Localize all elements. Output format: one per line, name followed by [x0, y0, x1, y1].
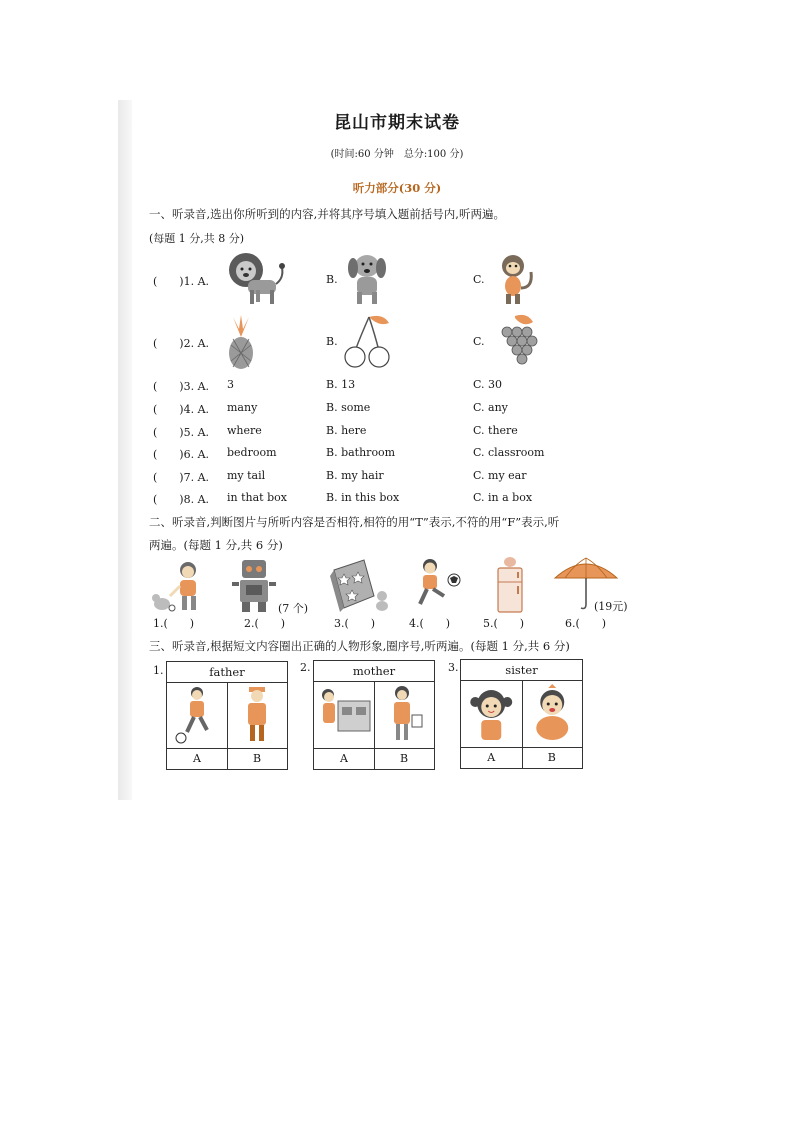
- part1-note: (每题 1 分,共 8 分): [149, 232, 245, 245]
- section-heading: 听力部分(30 分): [352, 181, 442, 195]
- question-8-a: in that box: [227, 491, 287, 504]
- mother-choice-box: [313, 660, 435, 770]
- question-2-prefix: ( )2. A.: [153, 337, 210, 350]
- question-5-a: where: [227, 424, 262, 437]
- exam-subtitle: (时间:60 分钟 总分:100 分): [330, 149, 464, 160]
- question-6-b: B. bathroom: [326, 446, 396, 459]
- question-6-prefix: ( )6. A.: [153, 448, 210, 461]
- sister-option-b[interactable]: B: [547, 751, 556, 764]
- sister-option-a[interactable]: A: [487, 751, 496, 764]
- question-8-c: C. in a box: [473, 491, 533, 504]
- part2-item-1-label: 1.( ): [153, 617, 195, 630]
- part2-instruction-line2: 两遍。(每题 1 分,共 6 分): [149, 538, 283, 552]
- part3-box-2-num: 2.: [300, 661, 311, 674]
- cherry-icon: [343, 313, 393, 371]
- part2-item-5-label: 5.( ): [483, 617, 525, 630]
- question-5-b: B. here: [326, 424, 367, 437]
- question-3-b: B. 13: [326, 378, 356, 391]
- grapes-icon: [493, 312, 539, 370]
- question-3-prefix: ( )3. A.: [153, 380, 210, 393]
- question-8-prefix: ( )8. A.: [153, 493, 210, 506]
- mother-option-a[interactable]: A: [340, 752, 348, 765]
- father-box-header: father: [167, 662, 287, 683]
- mother-option-b-shopping-icon: [374, 683, 434, 747]
- question-2-b: B.: [326, 335, 338, 348]
- father-option-b-worker-icon: [227, 684, 287, 748]
- father-choice-box: [166, 661, 288, 770]
- robot-count-note: (7 个): [278, 602, 309, 615]
- father-option-b[interactable]: B: [252, 752, 262, 765]
- question-7-b: B. my hair: [326, 469, 384, 482]
- part2-instruction-line1: 二、听录音,判断图片与所听内容是否相符,相符的用“T”表示,不符的用“F”表示,听: [149, 515, 560, 529]
- question-7-prefix: ( )7. A.: [153, 471, 210, 484]
- lion-icon: [226, 250, 288, 306]
- question-4-c: C. any: [473, 401, 508, 414]
- sister-option-a-girl-icon: [461, 682, 522, 746]
- question-4-prefix: ( )4. A.: [153, 403, 210, 416]
- binding-edge: [118, 100, 132, 800]
- question-3-c: C. 30: [473, 378, 503, 391]
- part3-box-3-num: 3.: [448, 661, 459, 674]
- fridge-icon: [495, 556, 525, 614]
- dog-icon: [343, 250, 391, 306]
- sister-option-b-baby-icon: [522, 682, 583, 746]
- part1-instruction: 一、听录音,选出你所听到的内容,并将其序号填入题前括号内,听两遍。: [149, 207, 505, 221]
- question-7-c: C. my ear: [473, 469, 527, 482]
- question-4-a: many: [227, 401, 258, 414]
- girl-with-cat-icon: [150, 560, 212, 614]
- box-with-toy-icon: [330, 556, 392, 612]
- part2-item-3-label: 3.( ): [334, 617, 376, 630]
- mother-box-header: mother: [314, 661, 434, 682]
- question-8-b: B. in this box: [326, 491, 400, 504]
- father-option-a[interactable]: A: [193, 752, 201, 765]
- question-6-c: C. classroom: [473, 446, 545, 459]
- pineapple-icon: [224, 315, 258, 371]
- sister-choice-box: [460, 659, 583, 769]
- question-1-prefix: ( )1. A.: [153, 275, 210, 288]
- mother-option-a-cooking-icon: [314, 683, 374, 747]
- sister-box-header: sister: [461, 660, 582, 681]
- question-6-a: bedroom: [227, 446, 277, 459]
- question-5-prefix: ( )5. A.: [153, 426, 210, 439]
- boy-kicking-ball-icon: [408, 558, 464, 614]
- question-3-a: 3: [227, 378, 234, 391]
- question-1-c: C.: [473, 273, 485, 286]
- robot-icon: [230, 558, 278, 614]
- father-option-a-soccer-icon: [167, 684, 227, 748]
- part2-item-6-label: 6.( ): [565, 617, 607, 630]
- question-5-c: C. there: [473, 424, 518, 437]
- umbrella-price-note: (19元): [594, 600, 628, 613]
- monkey-icon: [495, 252, 537, 306]
- question-1-b: B.: [326, 273, 338, 286]
- part3-instruction: 三、听录音,根据短文内容圈出正确的人物形象,圈序号,听两遍。(每题 1 分,共 6 分): [149, 639, 570, 653]
- part3-box-1-num: 1.: [153, 664, 164, 677]
- part2-item-2-label: 2.( ): [244, 617, 286, 630]
- question-4-b: B. some: [326, 401, 371, 414]
- question-2-c: C.: [473, 335, 485, 348]
- mother-option-b[interactable]: B: [399, 752, 409, 765]
- exam-title: 昆山市期末试卷: [334, 113, 460, 133]
- part2-item-4-label: 4.( ): [409, 617, 451, 630]
- question-7-a: my tail: [227, 469, 266, 482]
